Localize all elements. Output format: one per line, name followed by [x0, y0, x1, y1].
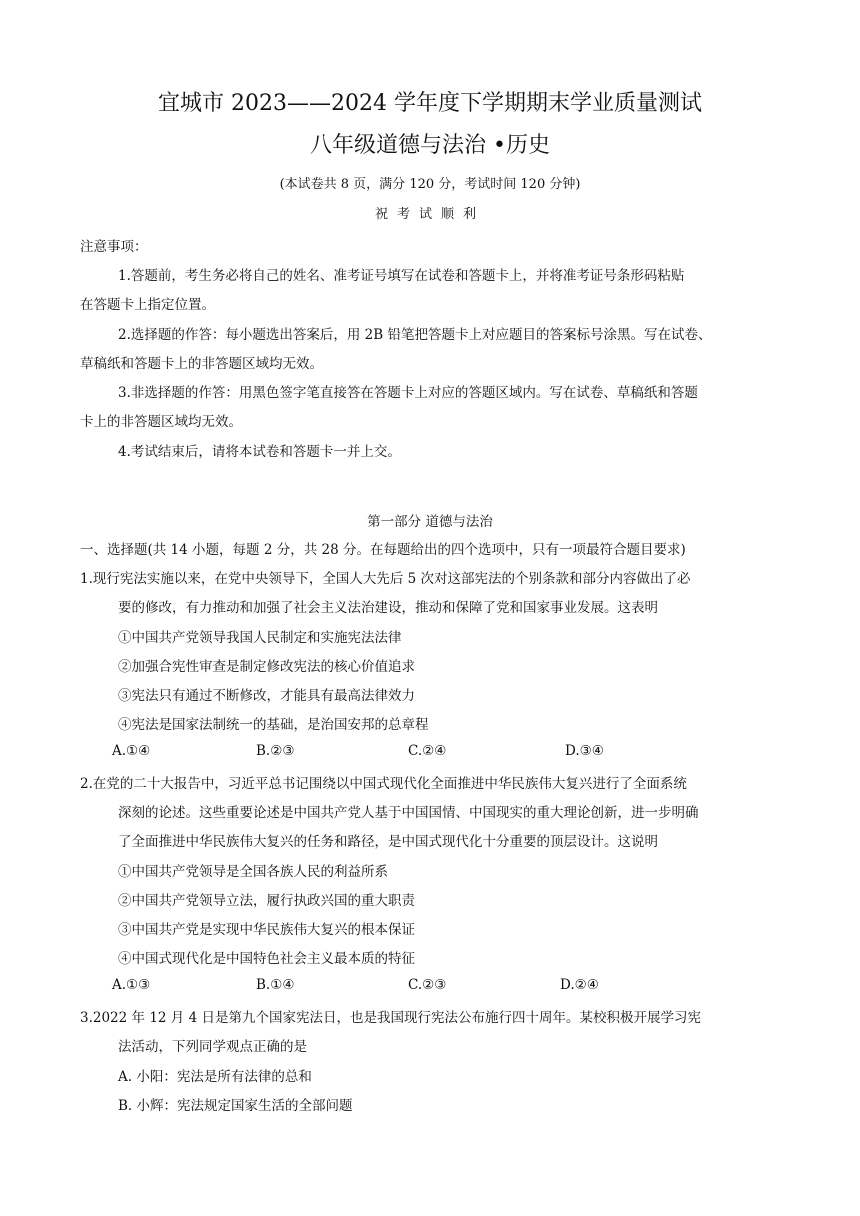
question-1-option-a: A.①④: [112, 743, 151, 759]
question-2-stem: 2.在党的二十大报告中，习近平总书记围绕以中国式现代化全面推进中华民族伟大复兴进行了全面系统: [80, 776, 687, 792]
question-2-stem: 了全面推进中华民族伟大复兴的任务和路径，是中国式现代化十分重要的顶层设计。这说明: [118, 834, 658, 850]
question-2-option-c: C.②③: [408, 977, 447, 993]
notice-line: 1.答题前，考生务必将自己的姓名、准考证号填写在试卷和答题卡上，并将准考证号条形码粘贴: [118, 268, 685, 284]
question-1-statement: ③宪法只有通过不断修改，才能具有最高法律效力: [118, 688, 415, 704]
question-2-statement: ①中国共产党领导是全国各族人民的利益所系: [118, 864, 388, 880]
question-2-option-d: D.②④: [560, 977, 599, 993]
question-2-statement: ③中国共产党是实现中华民族伟大复兴的根本保证: [118, 922, 415, 938]
question-1-statement: ④宪法是国家法制统一的基础，是治国安邦的总章程: [118, 717, 429, 733]
question-1-statement: ①中国共产党领导我国人民制定和实施宪法法律: [118, 630, 402, 646]
notice-line: 3.非选择题的作答：用黑色签字笔直接答在答题卡上对应的答题区域内。写在试卷、草稿纸和答题: [118, 385, 698, 401]
question-2-option-a: A.①③: [112, 977, 151, 993]
question-2-statement: ④中国式现代化是中国特色社会主义最本质的特征: [118, 951, 415, 967]
question-1-option-c: C.②④: [408, 743, 447, 759]
notice-line: 草稿纸和答题卡上的非答题区域均无效。: [80, 356, 323, 372]
question-3-option-a: A. 小阳：宪法是所有法律的总和: [118, 1069, 312, 1085]
exam-meta: (本试卷共 8 页，满分 120 分，考试时间 120 分钟): [279, 177, 581, 192]
notice-line: 在答题卡上指定位置。: [80, 297, 215, 313]
question-3-option-b: B. 小辉：宪法规定国家生活的全部问题: [118, 1098, 353, 1114]
question-1-stem: 1.现行宪法实施以来，在党中央领导下，全国人大先后 5 次对这部宪法的个别条款和部分内容做出了必: [80, 571, 691, 587]
notice-heading: 注意事项：: [80, 239, 148, 255]
question-3-stem: 3.2022 年 12 月 4 日是第九个国家宪法日，也是我国现行宪法公布施行四十周年。某校积极开展学习宪: [80, 1010, 701, 1026]
notice-line: 4.考试结束后，请将本试卷和答题卡一并上交。: [118, 444, 401, 460]
question-1-option-d: D.③④: [565, 743, 604, 759]
section-title: 第一部分 道德与法治: [367, 514, 493, 530]
exam-subtitle: 八年级道德与法治 •历史: [310, 133, 550, 158]
question-1-option-b: B.②③: [256, 743, 295, 759]
question-1-stem: 要的修改，有力推动和加强了社会主义法治建设，推动和保障了党和国家事业发展。这表明: [118, 600, 658, 616]
question-1-statement: ②加强合宪性审查是制定修改宪法的核心价值追求: [118, 659, 415, 675]
exam-title: 宜城市 2023——2024 学年度下学期期末学业质量测试: [158, 91, 702, 116]
good-luck-line: 祝考试顺利: [374, 207, 485, 222]
section-instruction: 一、选择题(共 14 小题，每题 2 分，共 28 分。在每题给出的四个选项中，只有一项最符合题目要求): [80, 542, 686, 558]
notice-line: 2.选择题的作答：每小题选出答案后，用 2B 铅笔把答题卡上对应题目的答案标号涂黑。写在试卷、: [118, 327, 712, 343]
notice-line: 卡上的非答题区域均无效。: [80, 414, 242, 430]
question-2-statement: ②中国共产党领导立法，履行执政兴国的重大职责: [118, 893, 415, 909]
question-2-option-b: B.①④: [256, 977, 295, 993]
question-2-stem: 深刻的论述。这些重要论述是中国共产党人基于中国国情、中国现实的重大理论创新，进一步明确: [118, 805, 699, 821]
question-3-stem: 法活动，下列同学观点正确的是: [118, 1039, 307, 1055]
